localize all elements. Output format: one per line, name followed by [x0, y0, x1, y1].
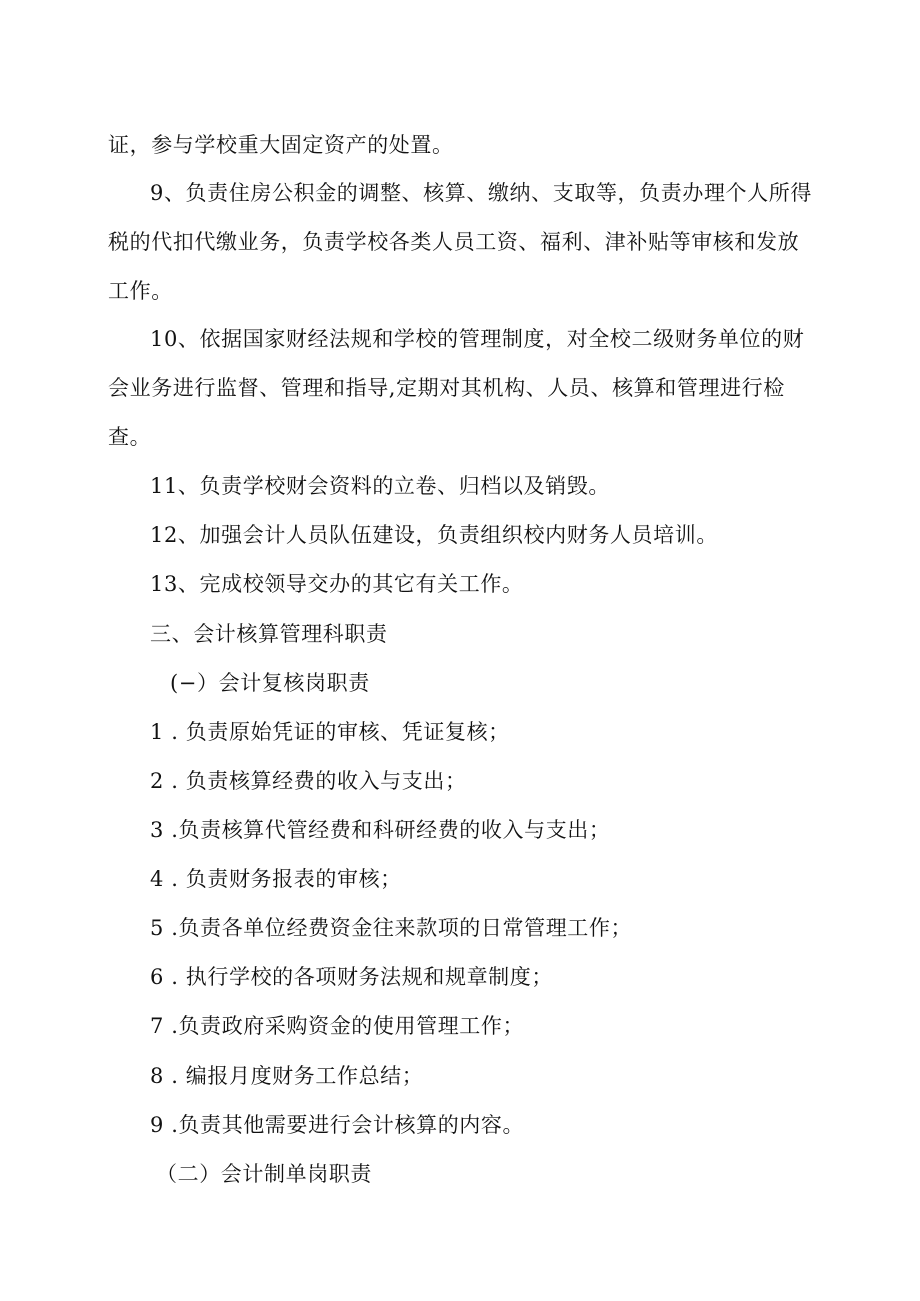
list-item-7: 7 .负责政府采购资金的使用管理工作；	[150, 1014, 525, 1038]
list-item-4: 4 . 负责财务报表的审核；	[150, 867, 402, 891]
list-item-3: 3 .负责核算代管经费和科研经费的收入与支出；	[150, 818, 611, 842]
subsection-heading-2: （二）会计制单岗职责	[156, 1162, 372, 1186]
text-line-2: 9、负责住房公积金的调整、核算、缴纳、支取等，负责办理个人所得	[150, 181, 812, 205]
list-item-5: 5 .负责各单位经费资金往来款项的日常管理工作；	[150, 916, 633, 940]
text-line-4: 工作。	[108, 279, 173, 303]
text-line-9: 12、加强会计人员队伍建设，负责组织校内财务人员培训。	[150, 523, 718, 547]
text-line-7: 查。	[108, 425, 152, 449]
text-line-6: 会业务进行监督、管理和指导,定期对其机构、人员、核算和管理进行检	[108, 376, 785, 400]
text-line-1: 证，参与学校重大固定资产的处置。	[108, 133, 454, 157]
text-line-8: 11、负责学校财会资料的立卷、归档以及销毁。	[150, 474, 610, 498]
list-item-9: 9 .负责其他需要进行会计核算的内容。	[150, 1113, 525, 1137]
text-line-3: 税的代扣代缴业务，负责学校各类人员工资、福利、津补贴等审核和发放	[108, 230, 800, 254]
text-line-10: 13、完成校领导交办的其它有关工作。	[150, 572, 524, 596]
list-item-2: 2 . 负责核算经费的收入与支出；	[150, 769, 467, 793]
section-heading: 三、会计核算管理科职责	[150, 622, 388, 646]
list-item-8: 8 . 编报月度财务工作总结；	[150, 1064, 424, 1088]
list-item-6: 6 . 执行学校的各项财务法规和规章制度；	[150, 965, 553, 989]
subsection-heading-1: (−）会计复核岗职责	[170, 671, 370, 695]
text-line-5: 10、依据国家财经法规和学校的管理制度，对全校二级财务单位的财	[150, 327, 805, 351]
list-item-1: 1 . 负责原始凭证的审核、凭证复核；	[150, 720, 510, 744]
